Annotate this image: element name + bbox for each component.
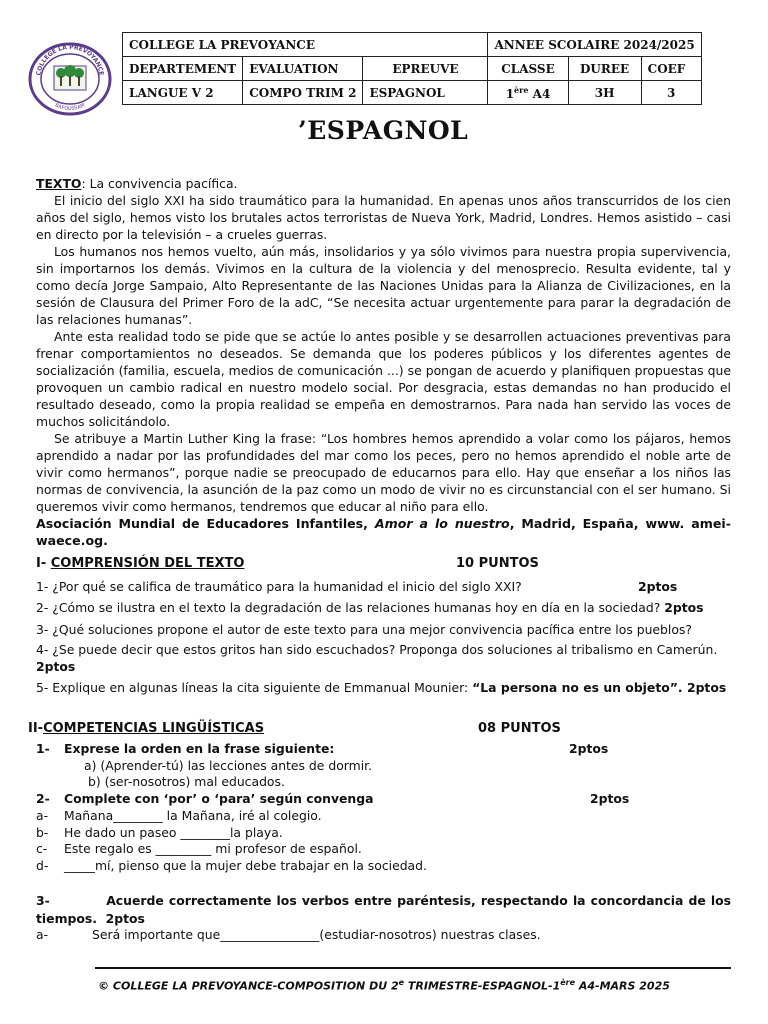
- footer-divider: [95, 967, 731, 969]
- col-coef: COEF: [641, 57, 701, 81]
- exercise-1-item-b: b) (ser-nosotros) mal educados.: [88, 774, 285, 789]
- section-1-points: 10 PUNTOS: [456, 556, 539, 571]
- val-classe: 1ère A4: [488, 81, 568, 105]
- svg-text:BAFOUSSAM: BAFOUSSAM: [53, 102, 87, 113]
- svg-text:COLLEGE LA PREVOYANCE: COLLEGE LA PREVOYANCE: [35, 43, 105, 77]
- exercise-2-points: 2ptos: [590, 791, 630, 806]
- school-seal-icon: [28, 42, 112, 116]
- col-duree: DUREE: [568, 57, 641, 81]
- exercise-2-key: a-: [36, 808, 49, 823]
- exercise-2-item: He dado un paseo ________la playa.: [64, 825, 283, 840]
- question-4: 4- ¿Se puede decir que estos gritos han sido escuchados? Proponga dos soluciones al tribalismo en Camerún. 2ptos: [36, 642, 718, 674]
- exercise-2-key: c-: [36, 841, 48, 856]
- exercise-3-key: a-: [36, 927, 49, 942]
- section-2-heading: II-COMPETENCIAS LINGÜÍSTICAS: [28, 721, 265, 736]
- exercise-1-item-a: a) (Aprender-tú) las lecciones antes de dormir.: [84, 758, 373, 773]
- exercise-1-points: 2ptos: [569, 741, 609, 756]
- school-year: ANNEE SCOLAIRE 2024/2025: [488, 33, 701, 57]
- exercise-2-number: 2-: [36, 791, 50, 806]
- val-evaluation: COMPO TRIM 2: [243, 81, 363, 105]
- text-heading: TEXTO: La convivencia pacífica.: [36, 176, 238, 191]
- section-1-heading: I- COMPRENSIÓN DEL TEXTO: [36, 556, 245, 571]
- exam-header-table: [122, 32, 702, 105]
- text-paragraph: Se atribuye a Martin Luther King la frase: “Los hombres hemos aprendido a volar como los pájaros, hemos aprendido a nadar por las profundidades del mar como los peces, pero no hemos aprendido el noble arte de vivir como hermanos”, porque nadie se preocupado de educarnos para ello. Hay que enseñar a los niños las normas de convivencia, la asunción de la paz como un modo de vivir no es circunstancial con el ser humano. Si queremos vivir como hermanos, tendremos que educar al niño para ello.: [36, 431, 731, 514]
- question-5: 5- Explique en algunas líneas la cita siguiente de Emmanual Mounier: “La persona no es un objeto”. 2ptos: [36, 680, 727, 695]
- exercise-2-item: Este regalo es _________ mi profesor de español.: [64, 841, 362, 856]
- exercise-2-key: d-: [36, 858, 49, 873]
- question-1-points: 2ptos: [638, 579, 678, 594]
- exercise-2-item: Mañana________ la Mañana, iré al colegio.: [64, 808, 322, 823]
- exercise-2-key: b-: [36, 825, 49, 840]
- col-departement: DEPARTEMENT: [123, 57, 243, 81]
- exercise-3-item-a: Será importante que________________(estudiar-nosotros) nuestras clases.: [92, 927, 541, 942]
- exercise-2-item: _____mí, pienso que la mujer debe trabajar en la sociedad.: [64, 858, 427, 873]
- text-paragraph: Los humanos nos hemos vuelto, aún más, insolidarios y ya sólo vivimos para nuestra propia supervivencia, sin importarnos los demás. Vivimos en la cultura de la violencia y del menosprecio. Resulta evidente, tal y como decía Jorge Sampaio, Alto Representante de las Naciones Unidas para la Alianza de Civilizaciones, en la sesión de Clausura del Primer Foro de la adC, “Se necesita actuar urgentemente para parar la degradación de las relaciones humanas”.: [36, 244, 731, 327]
- text-paragraph: El inicio del siglo XXI ha sido traumático para la humanidad. En apenas unos años transcurridos de los cien años del siglo, hemos visto los brutales actos terroristas de Nueva York, Madrid, Londres. Hemos asistido – casi en directo por la televisión – a crueles guerras.: [36, 193, 731, 242]
- question-2: 2- ¿Cómo se ilustra en el texto la degradación de las relaciones humanas hoy en día en la sociedad? 2ptos: [36, 600, 704, 615]
- school-name: COLLEGE LA PREVOYANCE: [123, 33, 488, 57]
- col-evaluation: EVALUATION: [243, 57, 363, 81]
- val-coef: 3: [641, 81, 701, 105]
- school-logo: [28, 42, 112, 116]
- section-2-points: 08 PUNTOS: [478, 721, 561, 736]
- col-epreuve: EPREUVE: [363, 57, 488, 81]
- page-footer: © COLLEGE LA PREVOYANCE-COMPOSITION DU 2e TRIMESTRE-ESPAGNOL-1ère A4-MARS 2025: [98, 978, 670, 993]
- val-departement: LANGUE V 2: [123, 81, 243, 105]
- col-classe: CLASSE: [488, 57, 568, 81]
- page-title: ’ESPAGNOL: [298, 116, 469, 145]
- question-3: 3- ¿Qué soluciones propone el autor de este texto para una mejor convivencia pacífica entre los pueblos?: [36, 622, 692, 637]
- exercise-1-title: Exprese la orden en la frase siguiente:: [64, 741, 335, 756]
- exercise-3: 3- Acuerde correctamente los verbos entre paréntesis, respectando la concordancia de los tiempos. 2ptos: [36, 893, 731, 926]
- val-duree: 3H: [568, 81, 641, 105]
- val-epreuve: ESPAGNOL: [363, 81, 488, 105]
- text-paragraph: Ante esta realidad todo se pide que se actúe lo antes posible y se desarrollen actuaciones preventivas para frenar comportamientos no deseados. Se demanda que los poderes públicos y los diferentes agentes de socialización (familia, escuela, medios de comunicación ...) se pongan de acuerdo y planifiquen propuestas que provoquen un cambio radical en nuestro modelo social. Por desgracia, estas demandas no han producido el resultado deseado, como la propia realidad se empeña en demostrarnos. Para nada han servido las voces de muchos solicitándolo.: [36, 329, 731, 429]
- exercise-2-title: Complete con ‘por’ o ‘para’ según convenga: [64, 791, 374, 806]
- question-1: 1- ¿Por qué se califica de traumático para la humanidad el inicio del siglo XXI?: [36, 579, 522, 594]
- text-source: Asociación Mundial de Educadores Infantiles, Amor a lo nuestro, Madrid, España, www. amei-waece.og.: [36, 516, 731, 548]
- exercise-1-number: 1-: [36, 741, 50, 756]
- reading-text: [36, 175, 731, 549]
